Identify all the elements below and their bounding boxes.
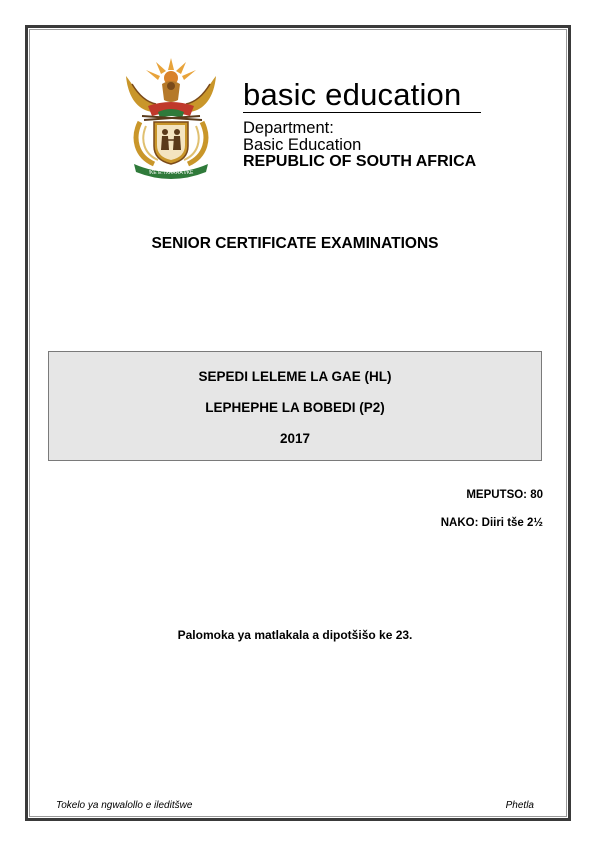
- exam-heading: SENIOR CERTIFICATE EXAMINATIONS: [151, 235, 439, 252]
- coat-of-arms-icon: [118, 56, 224, 180]
- footer-copyright: Tokelo ya ngwalollo e ileditšwe: [56, 800, 193, 811]
- subject-title: SEPEDI LELEME LA GAE (HL): [198, 369, 392, 384]
- department-brand: basic education: [243, 77, 462, 112]
- footer-turn-over: Phetla: [505, 800, 534, 811]
- time-line: NAKO: Diiri tše 2½: [440, 517, 543, 529]
- marks-line: MEPUTSO: 80: [466, 489, 543, 501]
- department-subname: Basic Education: [243, 136, 362, 154]
- department-label: Department:: [243, 119, 334, 137]
- subject-box: [48, 351, 542, 461]
- pages-note: Palomoka ya matlakala a dipotšišo ke 23.: [177, 628, 413, 642]
- exam-year: 2017: [279, 431, 311, 446]
- crest-motto: !KE E: /XARRA //KE: [148, 170, 194, 176]
- paper-title: LEPHEPHE LA BOBEDI (P2): [205, 400, 385, 415]
- brand-underline: [243, 112, 481, 113]
- country-name: REPUBLIC OF SOUTH AFRICA: [243, 153, 477, 170]
